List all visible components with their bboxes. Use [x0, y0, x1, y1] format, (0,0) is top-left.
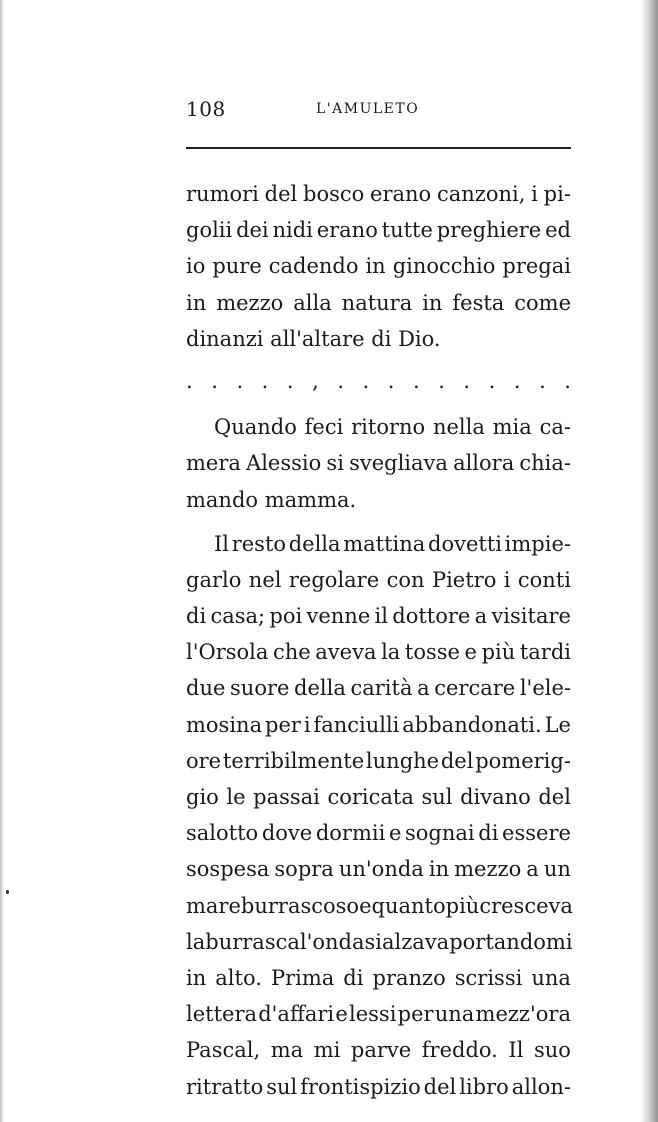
paragraph-gap	[186, 518, 571, 526]
text-line: in mezzo alla natura in festa come	[186, 290, 571, 315]
text-line: Il resto della mattina dovetti impie-	[214, 531, 571, 556]
header-rule	[186, 147, 571, 149]
text-line: di casa; poi venne il dottore a visitare	[186, 604, 571, 629]
text-line: mare burrascoso e quanto più cresceva	[186, 893, 573, 918]
text-line: io pure cadendo in ginocchio pregai	[186, 254, 571, 279]
text-line: Pascal, ma mi parve freddo. Il suo	[186, 1038, 571, 1063]
body-text	[186, 176, 571, 1105]
running-title: L'AMULETO	[316, 101, 420, 117]
text-line: lettera d'affari e lessi per una mezz'ora	[186, 1002, 571, 1027]
text-line: golii dei nidi erano tutte preghiere ed	[186, 218, 571, 243]
text-line: garlo nel regolare con Pietro i conti	[186, 567, 571, 592]
text-line: gio le passai coricata sul divano del	[186, 785, 571, 809]
text-line: la burrasca l'onda si alzava portandomi	[186, 929, 573, 954]
text-line: mera Alessio si svegliava allora chia-	[186, 451, 571, 476]
text-line: sospesa sopra un'onda in mezzo a un	[186, 857, 571, 882]
text-line: salotto dove dormii e sognai di essere	[186, 821, 571, 846]
text-line: l'Orsola che aveva la tosse e più tardi	[186, 640, 571, 665]
text-line: due suore della carità a cercare l'ele-	[186, 676, 571, 701]
page-left-edge	[0, 0, 4, 1122]
text-line: mando mamma.	[186, 487, 357, 512]
page-right-edge	[640, 0, 658, 1122]
text-line: rumori del bosco erano canzoni, i pi-	[186, 182, 571, 206]
text-line: dinanzi all'altare di Dio.	[186, 326, 441, 351]
text-line: Quando feci ritorno nella mia ca-	[214, 415, 571, 440]
section-separator: . . . . . , . . . . . . . . . .	[186, 368, 571, 393]
text-line: mosina per i fanciulli abbandonati. Le	[186, 712, 571, 737]
text-line: ore terribilmente lunghe del pomerig-	[186, 748, 571, 773]
page-header	[186, 97, 571, 127]
text-line: in alto. Prima di pranzo scrissi una	[186, 965, 571, 990]
ink-speck	[6, 890, 9, 894]
paragraph-gap	[186, 401, 571, 409]
page-number: 108	[186, 97, 226, 121]
text-line: ritratto sul frontispizio del libro allon-	[186, 1074, 571, 1099]
